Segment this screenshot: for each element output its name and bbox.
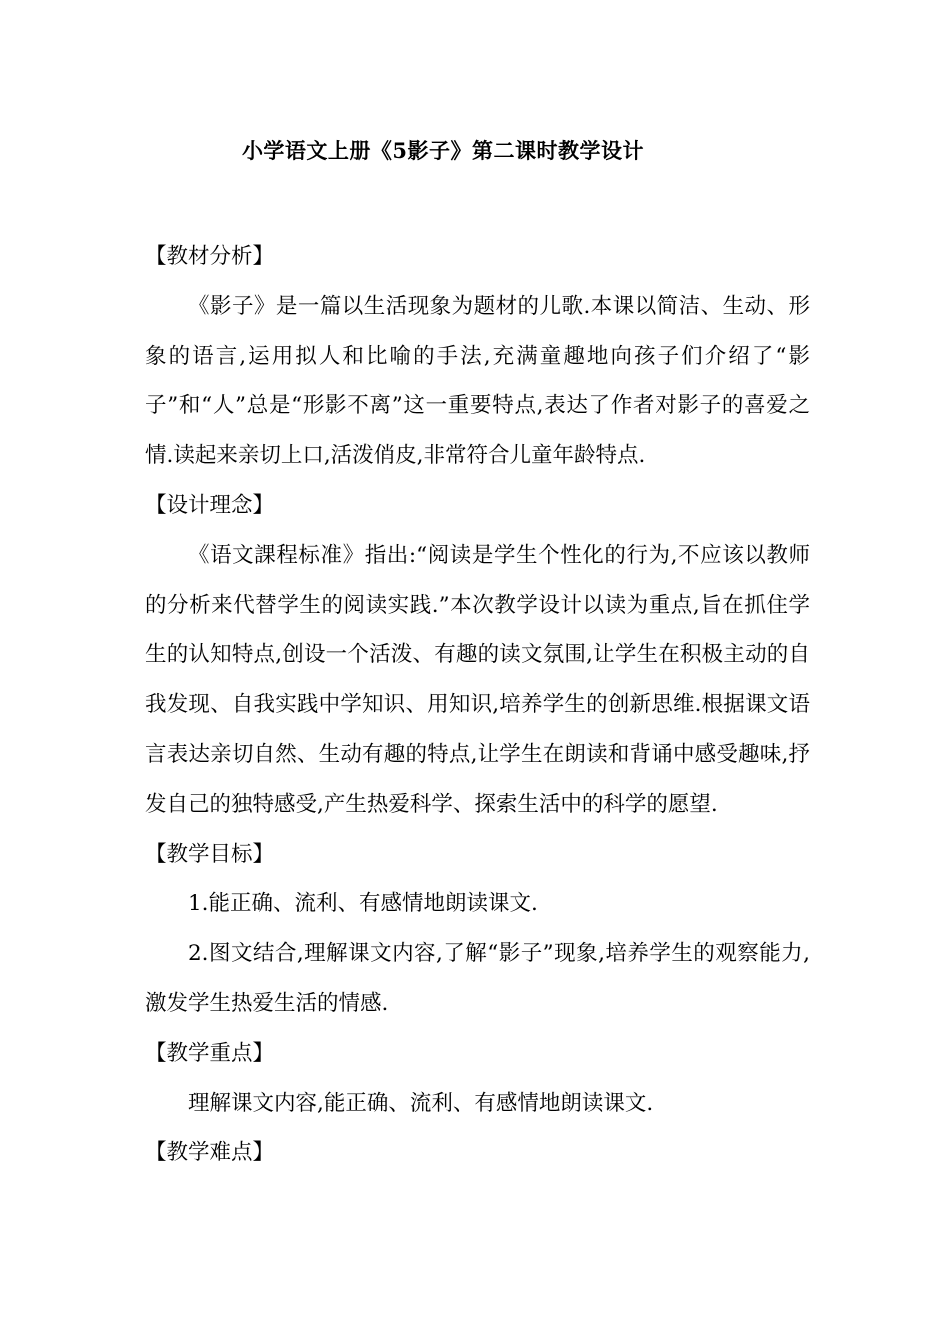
section-heading-goals: 【教学目标】 — [145, 841, 275, 867]
analysis-paragraph: 《影子》是一篇以生活现象为题材的儿歌.本课以简洁、生动、形象的语言,运用拟人和比喻的手法,充满童趣地向孩子们介绍了“影子”和“人”总是“形影不离”这一重要特点,表达了作者对影子的喜爱之情.读起来亲切上口,活泼俏皮,非常符合儿童年龄特点. — [145, 293, 810, 469]
concept-paragraph: 《语文課程标准》指出:“阅读是学生个性化的行为,不应该以教师的分析来代替学生的阅读实践.”本次教学设计以读为重点,旨在抓住学生的认知特点,创设一个活泼、有趣的读文氛围,让学生在积极主动的自我发现、自我实践中学知识、用知识,培养学生的创新思维.根据课文语言表达亲切自然、生动有趣的特点,让学生在朗读和背诵中感受趣味,抒发自己的独特感受,产生热爱科学、探索生活中的科学的愿望. — [145, 542, 810, 817]
document-title: 小学语文上册《5影子》第二课时教学设计 — [241, 138, 645, 163]
key-points-paragraph: 理解课文内容,能正确、流利、有感情地朗读课文. — [188, 1090, 654, 1116]
section-heading-key-points: 【教学重点】 — [145, 1040, 275, 1066]
section-heading-concept: 【设计理念】 — [145, 492, 275, 518]
section-heading-difficulties: 【教学难点】 — [145, 1140, 275, 1166]
section-heading-analysis: 【教材分析】 — [145, 244, 275, 269]
goal-item-1: 1.能正确、流利、有感情地朗读课文. — [188, 891, 538, 917]
document-body — [145, 232, 810, 1178]
goal-item-2: 2.图文结合,理解课文内容,了解“影子”现象,培养学生的观察能力,激发学生热爱生活的情感. — [145, 941, 810, 1016]
